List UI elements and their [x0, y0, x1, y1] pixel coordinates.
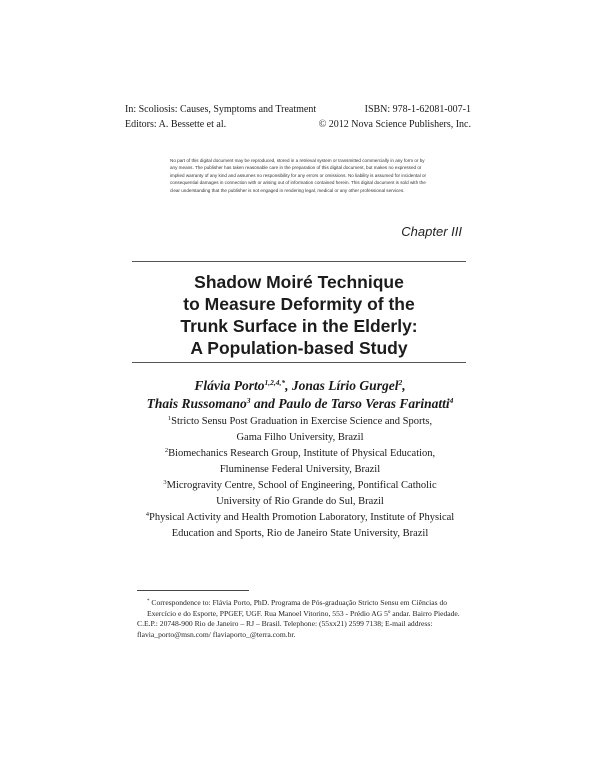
author-separator: , [402, 378, 406, 393]
header-isbn: ISBN: 978-1-62081-007-1 [364, 104, 471, 115]
author-list [110, 377, 490, 413]
affiliation-line: $^1$Stricto Sensu Post Graduation in Exercise Science and Sports, [167, 415, 433, 427]
footnote-correspondence: * Correspondence to: Flávia Porto, PhD. Programa de Pós-graduação Stricto Sensu em Ciências do Exercício e do Esporte, PPGEF, UGF. Rua Manoel Vitorino, 553 - Prédio AG 5º andar. Bairro Piedade. [147, 598, 460, 618]
footnote-address: C.E.P.: 20748-900 Rio de Janeiro – RJ – Brasil. Telephone: (55xx21) 2599 7138; E-mail address: flavia_porto@msn.com/ flaviaporto_@terra.com.br. [137, 619, 433, 639]
author-separator: , [285, 378, 292, 393]
author-affiliation-marker: 1,2,4,* [264, 378, 286, 387]
affiliation-line: Education and Sports, Rio de Janeiro State University, Brazil [171, 528, 429, 539]
chapter-title [120, 271, 478, 359]
chapter-label: Chapter III [401, 224, 462, 239]
title-line: Trunk Surface in the Elderly: [180, 316, 418, 336]
header-copyright: © 2012 Nova Science Publishers, Inc. [318, 119, 471, 130]
affiliation-line: Fluminense Federal University, Brazil [219, 464, 381, 475]
author-affiliation-marker: 2 [398, 378, 403, 387]
title-rule-top [132, 261, 466, 262]
author-name: Paulo de Tarso Veras Farinatti [278, 396, 450, 411]
footnote [137, 598, 471, 640]
author-name: Jonas Lírio Gurgel [291, 378, 399, 393]
author-separator: and [250, 396, 279, 411]
footnote-marker: * [147, 599, 150, 604]
title-line: to Measure Deformity of the [183, 294, 415, 314]
author-affiliation-marker: 3 [246, 396, 251, 405]
affiliation-line: $^2$Biomechanics Research Group, Institute of Physical Education, [164, 447, 436, 459]
copyright-notice: No part of this digital document may be reproduced, stored in a retrieval system or transmitted commercially in any form or by any means. The publisher has taken reasonable care in the preparation of this digital document, but makes no expressed or implied warranty of any kind and assumes no responsibility for any errors or omissions. No liability is assumed for incidental or consequential damages in connection with or arising out of information contained herein. This digital document is sold with the clear understanding that the publisher is not engaged in rendering legal, medical or any other professional services. [170, 158, 427, 193]
author-affiliation-marker: 4 [449, 396, 454, 405]
affiliation-list [110, 414, 490, 542]
title-line: Shadow Moiré Technique [194, 272, 404, 292]
affiliation-line: University of Rio Grande do Sul, Brazil [216, 496, 384, 507]
author-name: Flávia Porto [194, 378, 265, 393]
author-name: Thais Russomano [146, 396, 247, 411]
affiliation-line: $^3$Microgravity Centre, School of Engineering, Pontifical Catholic [163, 479, 437, 491]
title-rule-bottom [132, 362, 466, 363]
title-line: A Population-based Study [190, 338, 408, 358]
affiliation-line: $^4$Physical Activity and Health Promotion Laboratory, Institute of Physical [145, 511, 455, 523]
footnote-rule [137, 590, 249, 591]
header-book-title: In: Scoliosis: Causes, Symptoms and Treatment [125, 104, 317, 115]
affiliation-line: Gama Filho University, Brazil [236, 432, 364, 443]
header-editors: Editors: A. Bessette et al. [125, 119, 227, 130]
